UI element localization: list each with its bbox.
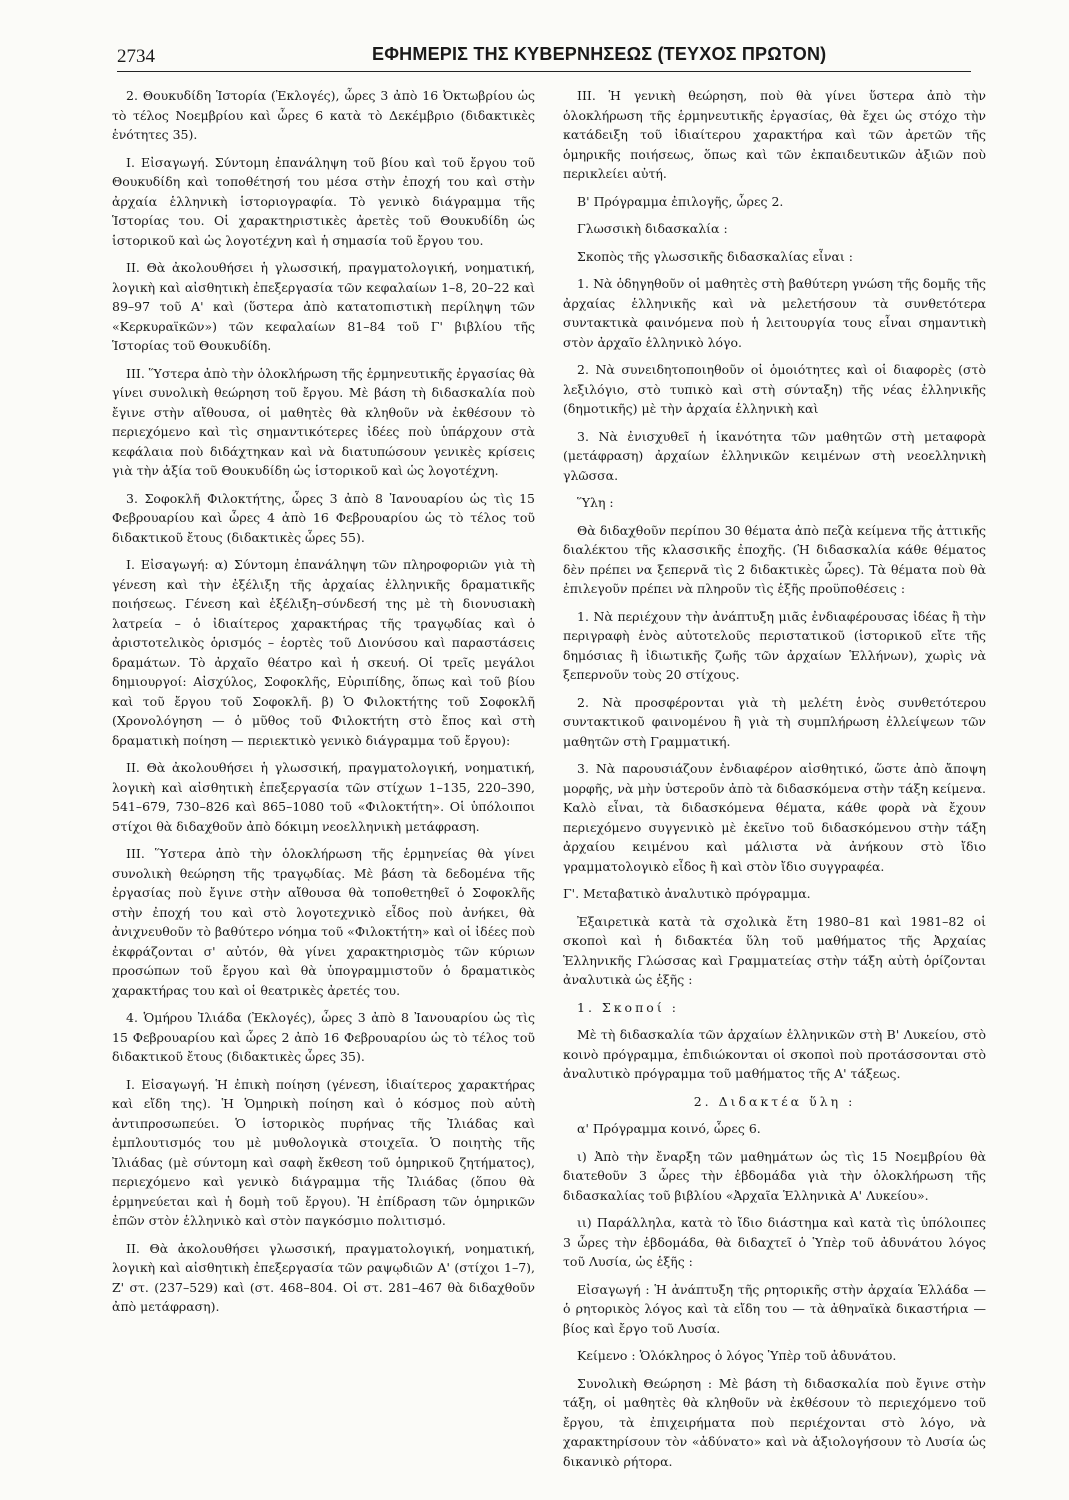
list-item: 3. Νὰ παρουσιάζουν ἐνδιαφέρον αἰσθητικό, ὥστε ἀπὸ ἄποψη μορφῆς, νὰ μὴν ὑστεροῦν ἀπὸ τὰ διδασκόμενα στὴν τάξη κείμενα. Καλὸ εἶναι, τὰ διδασκόμενα θέματα, κάθε φορὰ νὰ ἔχουν περιεχόμενο συγγενικὸ μὲ ἐκεῖνο τοῦ διδασκόμενου στὴν τάξη ἀρχαίου κειμένου καὶ μάλιστα νὰ ἀνήκουν στὸ ἴδιο γραμματολογικὸ εἶδος ἢ καὶ στὸν ἴδιο συγγραφέα.: [563, 761, 986, 874]
section-heading: Γ'. Μεταβατικὸ ἀναλυτικὸ πρόγραμμα.: [563, 886, 811, 901]
subheading: Γλωσσικὴ διδασκαλία :: [577, 221, 728, 236]
right-column: [563, 86, 986, 1491]
paragraph: 2. Θουκυδίδη Ἱστορία (Ἐκλογές), ὧρες 3 ἀπὸ 16 Ὀκτωβρίου ὡς τὸ τέλος Νοεμβρίου καὶ ὧρες 6 κατὰ τὸ Δεκέμβριο (διδακτικὲς ἑνότητες 35).: [112, 88, 535, 142]
paragraph: ΙΙ. Θὰ ἀκολουθήσει ἡ γλωσσική, πραγματολογική, νοηματική, λογικὴ καὶ αἰσθητικὴ ἐπεξεργασία τῶν κεφαλαίων 1–8, 20–22 καὶ 89–97 τοῦ Α' καὶ (ὕστερα ἀπὸ κατατοπιστικὴ περίληψη τῶν «Κερκυραϊκῶν») τῶν κεφαλαίων 81–84 τοῦ Γ' βιβλίου τῆς Ἱστορίας τοῦ Θουκυδίδη.: [112, 260, 535, 353]
paragraph: Κείμενο : Ὁλόκληρος ὁ λόγος Ὑπὲρ τοῦ ἀδυνάτου.: [577, 1348, 897, 1363]
left-column: [112, 86, 535, 1491]
list-item: 2. Νὰ συνειδητοποιηθοῦν οἱ ὁμοιότητες καὶ οἱ διαφορὲς (στὸ λεξιλόγιο, στὸ τυπικὸ καὶ στὴ σύνταξη) τῆς νέας ἑλληνικῆς (δημοτικῆς) μὲ τὴν ἀρχαία ἑλληνικὴ καὶ: [563, 362, 986, 416]
paragraph: ΙΙΙ. Ὕστερα ἀπὸ τὴν ὁλοκλήρωση τῆς ἑρμηνευτικῆς ἐργασίας θὰ γίνει συνολικὴ θεώρηση τοῦ ἔργου. Μὲ βάση τὴ διδασκαλία ποὺ ἔγινε στὴν αἴθουσα, οἱ μαθητὲς θὰ κληθοῦν νὰ ἐκθέσουν τὸ περιεχόμενο καὶ τὶς σημαντικότερες ἰδέες ποὺ ὑπάρχουν στὰ κεφάλαια ποὺ διδάχτηκαν καὶ νὰ διατυπώσουν γενικὲς κρίσεις γιὰ τὴν ἀξία τοῦ Θουκυδίδη ὡς ἱστορικοῦ καὶ ὡς λογοτέχνη.: [112, 365, 535, 478]
subheading: 1. Σκοποί :: [577, 999, 679, 1015]
paragraph: Ι. Εἰσαγωγή: α) Σύντομη ἐπανάληψη τῶν πληροφοριῶν γιὰ τὴ γένεση καὶ τὴν ἐξέλιξη τῆς ἀρχαίας ἑλληνικῆς δραματικῆς ποιήσεως. Γένεση καὶ ἐξέλιξη–σύνδεσή της μὲ τὴ διονυσιακὴ λατρεία – ὁ ἰδιαίτερος χαρακτήρας τῆς τραγῳδίας καὶ ὁ ἀριστοτελικὸς ὁρισμός – ἑορτὲς τοῦ Διονύσου καὶ παραστάσεις δραμάτων. Τὸ ἀρχαῖο θέατρο καὶ ἡ σκευή. Οἱ τρεῖς μεγάλοι δημιουργοί: Αἰσχύλος, Σοφοκλῆς, Εὐριπίδης, ὅπως καὶ τοῦ βίου καὶ τοῦ ἔργου τοῦ Σοφοκλῆ. β) Ὁ Φιλοκτήτης τοῦ Σοφοκλῆ (Χρονολόγηση — ὁ μῦθος τοῦ Φιλοκτήτη στὸ ἔπος καὶ στὴ δραματικὴ ποίηση — περιεκτικὸ γενικὸ διάγραμμα τοῦ ἔργου):: [112, 557, 535, 748]
header-rule: [117, 71, 971, 72]
subheading: Ὕλη :: [577, 495, 614, 510]
paragraph: Ι. Εἰσαγωγή. Ἡ ἐπικὴ ποίηση (γένεση, ἰδιαίτερος χαρακτήρας καὶ εἴδη της). Ἡ Ὁμηρικὴ ποίηση καὶ ὁ κόσμος ποὺ αὐτὴ ἀντιπροσωπεύει. Ὁ ἱστορικὸς πυρήνας τῆς Ἰλιάδας καὶ ἐμπλουτισμός του μὲ μυθολογικὰ στοιχεῖα. Ὁ ποιητὴς τῆς Ἰλιάδας (μὲ σύντομη καὶ σαφὴ ἔκθεση τοῦ ὁμηρικοῦ ζητήματος), περιεχόμενο καὶ γενικὸ διάγραμμα τῆς Ἰλιάδας (ὅπου θὰ ἑρμηνεύεται καὶ ἡ δομὴ τοῦ ἔργου). Ἡ ἐπίδραση τῶν ὁμηρικῶν ἐπῶν στὸν ἑλληνικὸ καὶ στὸν παγκόσμιο πολιτισμό.: [112, 1076, 535, 1228]
list-item: ιι) Παράλληλα, κατὰ τὸ ἴδιο διάστημα καὶ κατὰ τὶς ὑπόλοιπες 3 ὧρες τὴν ἑβδομάδα, θὰ διδαχτεῖ ὁ Ὑπὲρ τοῦ ἀδυνάτου λόγος τοῦ Λυσία, ὡς ἑξῆς :: [563, 1215, 986, 1269]
paragraph: Μὲ τὴ διδασκαλία τῶν ἀρχαίων ἑλληνικῶν στὴ Β' Λυκείου, στὸ κοινὸ πρόγραμμα, ἐπιδιώκονται οἱ σκοποὶ ποὺ προτάσσονται στὸ ἀναλυτικὸ πρόγραμμα τοῦ μαθήματος τῆς Α' τάξεως.: [563, 1027, 986, 1081]
list-item: 1. Νὰ ὁδηγηθοῦν οἱ μαθητὲς στὴ βαθύτερη γνώση τῆς δομῆς τῆς ἀρχαίας ἑλληνικῆς καὶ νὰ μελετήσουν τὰ συνθετότερα συντακτικὰ φαινόμενα ποὺ ἡ λειτουργία τους εἶναι σημαντικὴ στὸν ἀρχαῖο ἑλληνικὸ λόγο.: [563, 276, 986, 350]
paragraph: Εἰσαγωγή : Ἡ ἀνάπτυξη τῆς ρητορικῆς στὴν ἀρχαία Ἑλλάδα — ὁ ρητορικὸς λόγος καὶ τὰ εἴδη του — τὰ ἀθηναϊκὰ δικαστήρια — βίος καὶ ἔργο τοῦ Λυσία.: [563, 1281, 986, 1336]
list-item: 1. Νὰ περιέχουν τὴν ἀνάπτυξη μιᾶς ἐνδιαφέρουσας ἰδέας ἢ τὴν περιγραφὴ ἑνὸς αὐτοτελοῦς περιστατικοῦ (ἱστορικοῦ εἴτε τῆς δημόσιας ἢ ἰδιωτικῆς ζωῆς τῶν ἀρχαίων Ἑλλήνων), χωρὶς νὰ ξεπερνοῦν τοὺς 20 στίχους.: [563, 608, 986, 682]
running-title: ΕΦΗΜΕΡΙΣ ΤΗΣ ΚΥΒΕΡΝΗΣΕΩΣ (ΤΕΥΧΟΣ ΠΡΩΤΟΝ): [372, 44, 827, 64]
paragraph: Σκοπὸς τῆς γλωσσικῆς διδασκαλίας εἶναι :: [577, 248, 854, 264]
section-heading: 4. Ὁμήρου Ἰλιάδα (Ἐκλογές), ὧρες 3 ἀπὸ 8 Ἰανουαρίου ὡς τὶς 15 Φεβρουαρίου καὶ ὧρες 2 ἀπὸ 16 Φεβρουαρίου ὡς τὸ τέλος τοῦ διδακτικοῦ ἔτους (διδακτικὲς ὧρες 35).: [112, 1010, 535, 1064]
list-item: 2. Νὰ προσφέρονται γιὰ τὴ μελέτη ἑνὸς συνθετότερου συντακτικοῦ φαινομένου ἢ γιὰ τὴ συμπλήρωση ἐλλείψεων τῶν μαθητῶν στὴ Γραμματική.: [563, 694, 986, 749]
paragraph: ΙΙΙ. Ἡ γενικὴ θεώρηση, ποὺ θὰ γίνει ὕστερα ἀπὸ τὴν ὁλοκλήρωση τῆς ἑρμηνευτικῆς ἐργασίας, θὰ ἔχει ὡς στόχο τὴν κατάδειξη τοῦ ἰδιαίτερου χαρακτήρα καὶ τῶν ἀρετῶν τῆς ὁμηρικῆς ποιήσεως, ὅπως καὶ τῶν ἐκπαιδευτικῶν ἀξιῶν ποὺ περικλείει αὐτή.: [563, 88, 986, 181]
paragraph: Θὰ διδαχθοῦν περίπου 30 θέματα ἀπὸ πεζὰ κείμενα τῆς ἀττικῆς διαλέκτου τῆς κλασσικῆς ἐποχῆς. (Ἡ διδασκαλία κάθε θέματος δὲν πρέπει να ξεπερνᾶ τὶς 2 διδακτικὲς ὧρες). Τὰ θέματα ποὺ θὰ ἐπιλεγοῦν πρέπει νὰ πληροῦν τὶς ἑξῆς προϋποθέσεις :: [563, 522, 986, 596]
page-header: [0, 0, 1069, 86]
subheading: 2. Διδακτέα ὕλη :: [693, 1093, 856, 1109]
list-item: ι) Ἀπὸ τὴν ἔναρξη τῶν μαθημάτων ὡς τὶς 15 Νοεμβρίου θὰ διατεθοῦν 3 ὧρες τὴν ἑβδομάδα γιὰ τὴν ὁλοκλήρωση τῆς διδασκαλίας τοῦ βιβλίου «Ἀρχαῖα Ἑλληνικὰ Α' Λυκείου».: [563, 1148, 986, 1203]
list-item: 3. Νὰ ἐνισχυθεῖ ἡ ἱκανότητα τῶν μαθητῶν στὴ μεταφορὰ (μετάφραση) ἀρχαίων ἑλληνικῶν κειμένων στὴ νεοελληνικὴ γλῶσσα.: [563, 428, 986, 483]
page-number: 2734: [117, 46, 155, 67]
paragraph: Ἐξαιρετικὰ κατὰ τὰ σχολικὰ ἔτη 1980–81 καὶ 1981–82 οἱ σκοποὶ καὶ ἡ διδακτέα ὕλη τοῦ μαθήματος τῆς Ἀρχαίας Ἑλληνικῆς Γλώσσας καὶ Γραμματείας στὴν τάξη αὐτὴ ὁρίζονται ἀναλυτικὰ ὡς ἑξῆς :: [563, 913, 986, 987]
section-heading: 3. Σοφοκλῆ Φιλοκτήτης, ὧρες 3 ἀπὸ 8 Ἰανουαρίου ὡς τὶς 15 Φεβρουαρίου καὶ ὧρες 4 ἀπὸ 16 Φεβρουαρίου ὡς τὸ τέλος τοῦ διδακτικοῦ ἔτους (διδακτικὲς ὧρες 55).: [112, 490, 535, 545]
paragraph: Ι. Εἰσαγωγή. Σύντομη ἐπανάληψη τοῦ βίου καὶ τοῦ ἔργου τοῦ Θουκυδίδη καὶ τοποθέτησή του μέσα στὴν ἐποχή του καὶ στὴν ἀρχαία ἑλληνικὴ ἱστοριογραφία. Τὸ γενικὸ διάγραμμα τῆς Ἱστορίας του. Οἱ χαρακτηριστικὲς ἀρετὲς τοῦ Θουκυδίδη ὡς ἱστορικοῦ καὶ ὡς λογοτέχνη καὶ ἡ σημασία τοῦ ἔργου του.: [112, 154, 535, 248]
paragraph: α' Πρόγραμμα κοινό, ὧρες 6.: [577, 1121, 761, 1136]
paragraph: ΙΙ. Θὰ ἀκολουθήσει ἡ γλωσσική, πραγματολογική, νοηματική, λογικὴ καὶ αἰσθητικὴ ἐπεξεργασία τῶν στίχων 1–135, 220–390, 541–679, 730–826 καὶ 865–1080 τοῦ «Φιλοκτήτη». Οἱ ὑπόλοιποι στίχοι θὰ διδαχθοῦν ἀπὸ δόκιμη νεοελληνικὴ μετάφραση.: [112, 760, 535, 834]
section-heading: Β' Πρόγραμμα ἐπιλογῆς, ὧρες 2.: [577, 193, 784, 209]
paragraph: Συνολικὴ Θεώρηση : Μὲ βάση τὴ διδασκαλία ποὺ ἔγινε στὴν τάξη, οἱ μαθητὲς θὰ κληθοῦν νὰ ἐκθέσουν τὸ περιεχόμενο τοῦ ἔργου, τὰ ἐπιχειρήματα ποὺ περιέχονται στὸ λόγο, νὰ χαρακτηρίσουν τὸν «ἀδύνατο» καὶ νὰ ἀξιολογήσουν τὸ Λυσία ὡς δικανικὸ ρήτορα.: [563, 1375, 986, 1469]
paragraph: ΙΙ. Θὰ ἀκολουθήσει γλωσσική, πραγματολογική, νοηματική, λογικὴ καὶ αἰσθητικὴ ἐπεξεργασία τῶν ραψῳδιῶν Α' (στίχοι 1–7), Ζ' στ. (237–529) καὶ (στ. 468–804. Οἱ στ. 281–467 θὰ διδαχθοῦν ἀπὸ μετάφραση).: [112, 1240, 535, 1314]
paragraph: ΙΙΙ. Ὕστερα ἀπὸ τὴν ὁλοκλήρωση τῆς ἑρμηνείας θὰ γίνει συνολικὴ θεώρηση τῆς τραγῳδίας. Μὲ βάση τὰ δεδομένα τῆς ἐργασίας ποὺ ἔγινε στὴν αἴθουσα θὰ τοποθετηθεῖ ὁ Σοφοκλῆς στὴν ἐποχή του καὶ στὸ λογοτεχνικὸ εἶδος ποὺ ἀνήκει, θὰ ἀνιχνευθοῦν τὸ βαθύτερο νόημα τοῦ «Φιλοκτήτη» καὶ οἱ ἰδέες ποὺ ἐκφράζονται σ' αὐτόν, θὰ γίνει χαρακτηρισμὸς τῶν κύριων προσώπων τοῦ ἔργου καὶ θὰ ὑπογραμμιστοῦν ὁ δραματικὸς χαρακτήρας του καὶ οἱ θεατρικὲς ἀρετές του.: [112, 846, 535, 998]
